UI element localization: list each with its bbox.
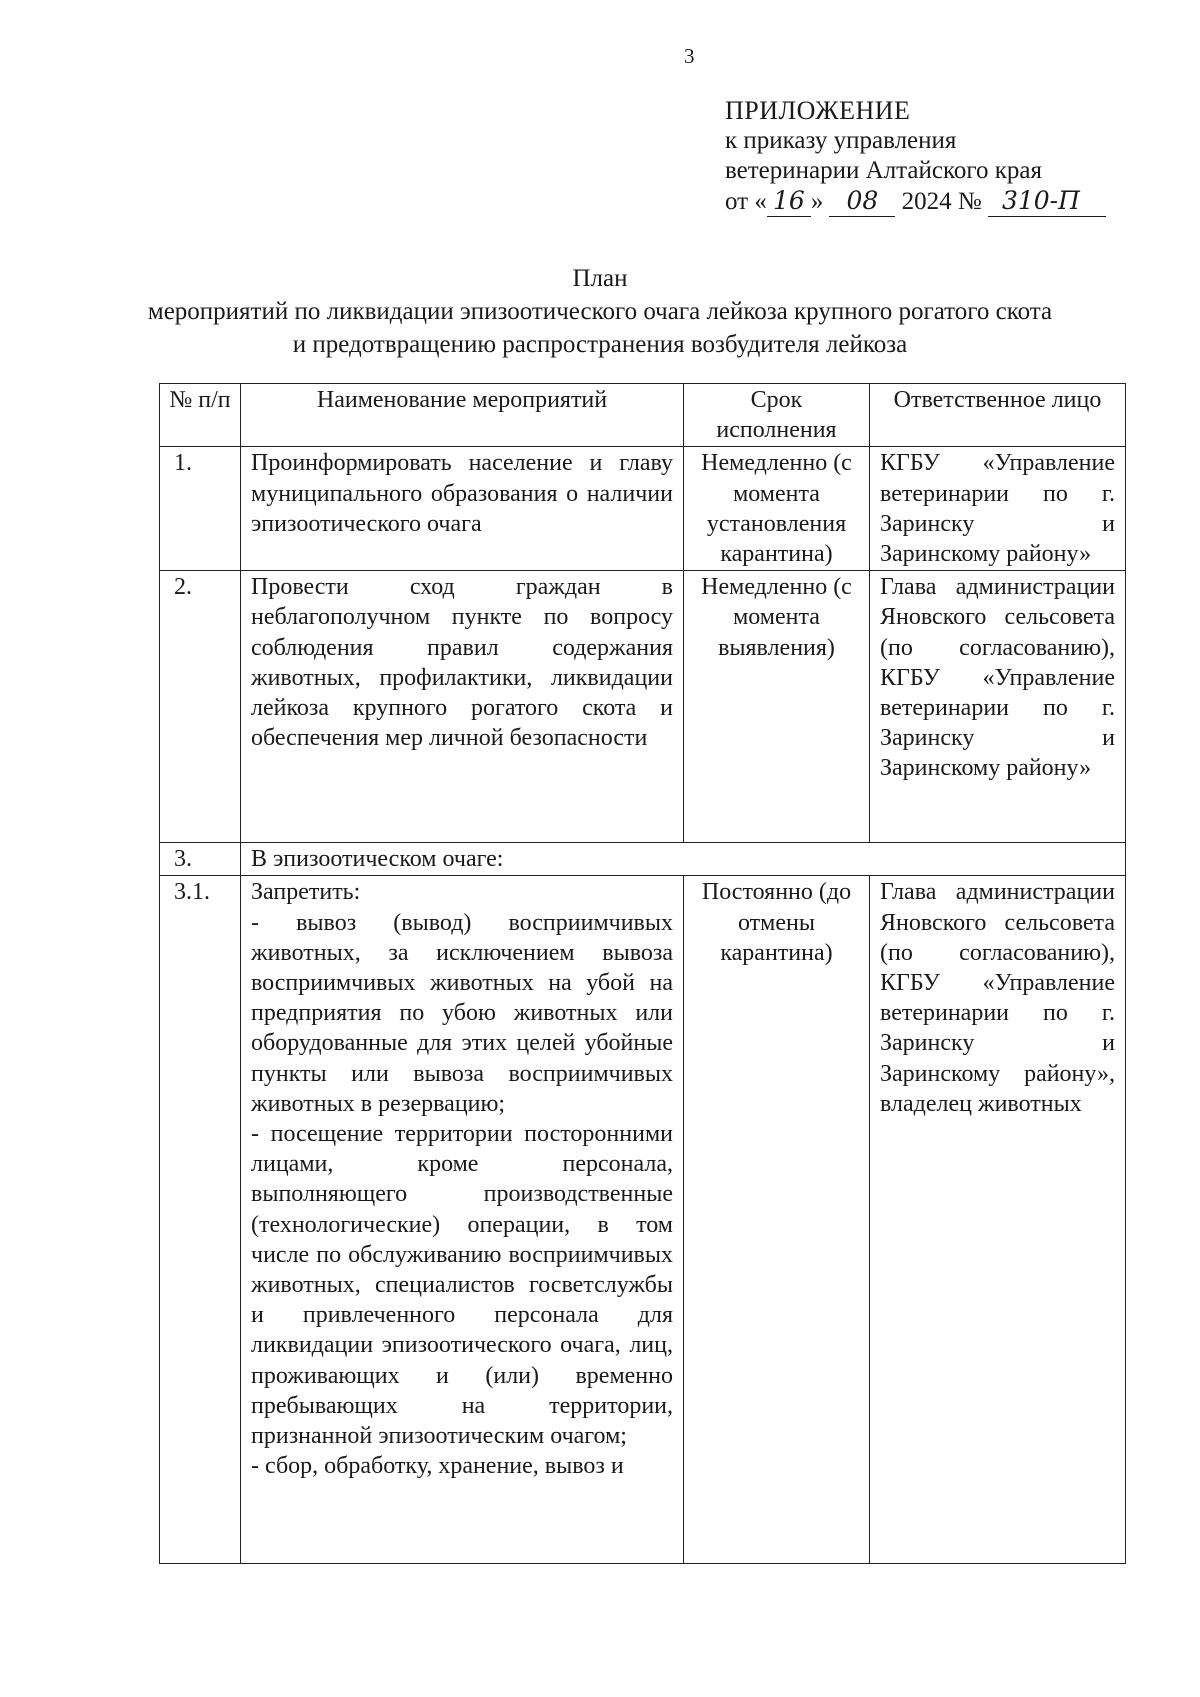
table-header-row [160, 384, 1126, 447]
row-term: Немедленно (с момента выявления) [684, 571, 870, 843]
header-num: № п/п [160, 384, 241, 447]
plan-title: План [572, 265, 628, 292]
date-year: 2024 № [901, 188, 982, 215]
row-number: 3. [160, 843, 241, 876]
row-number: 2. [160, 571, 241, 843]
activity-heading: Запретить: [251, 879, 361, 906]
plan-table [159, 383, 1126, 1564]
row-activity [241, 876, 684, 1564]
handwritten-order-number: 310-П [988, 186, 1106, 217]
handwritten-month: 08 [829, 186, 895, 217]
row-activity: Проинформировать население и главу муниципального образования о наличии эпизоотического очага [241, 447, 684, 571]
plan-subtitle-line-1: мероприятий по ликвидации эпизоотического очага лейкоза крупного рогатого скота [147, 298, 1053, 325]
handwritten-day: 16 [767, 186, 811, 217]
table-row [160, 843, 1126, 876]
table-row [160, 447, 1126, 571]
appendix-date-line [725, 186, 1106, 217]
row-responsible: Глава администрации Яновского сельсовета (по согласованию), КГБУ «Управление ветеринарии по г. Заринску и Заринскому району» [870, 571, 1126, 843]
header-term: Срок исполнения [684, 384, 870, 447]
plan-title-block [0, 262, 1200, 361]
appendix-line-1: к приказу управления [725, 127, 957, 154]
table-row [160, 571, 1126, 843]
table-row [160, 876, 1126, 1564]
appendix-line-2: ветеринарии Алтайского края [725, 157, 1042, 184]
plan-subtitle-line-2: и предотвращению распространения возбудителя лейкоза [292, 331, 908, 358]
row-term: Немедленно (с момента установления карантина) [684, 447, 870, 571]
row-activity: Провести сход граждан в неблагополучном пункте по вопросу соблюдения правил содержания животных, профилактики, ликвидации лейкоза крупного рогатого скота и обеспечения мер личной безопасности [241, 571, 684, 843]
appendix-title: ПРИЛОЖЕНИЕ [725, 96, 911, 125]
row-section-heading: В эпизоотическом очаге: [241, 843, 1126, 876]
date-mid: » [810, 188, 824, 215]
row-responsible: КГБУ «Управление ветеринарии по г. Заринску и Заринскому району» [870, 447, 1126, 571]
row-responsible: Глава администрации Яновского сельсовета (по согласованию), КГБУ «Управление ветеринарии по г. Заринску и Заринскому району», владелец животных [870, 876, 1126, 1564]
activity-item: - посещение территории посторонними лицами, кроме персонала, выполняющего производственные (технологические) операции, в том числе по обслуживанию восприимчивых животных, специалистов госветслужбы и привлеченного персонала для ликвидации эпизоотического очага, лиц, проживающих и (или) временно пребывающих на территории, признанной эпизоотическим очагом; [251, 1121, 673, 1450]
activity-item: - сбор, обработку, хранение, вывоз и [251, 1453, 624, 1480]
row-number: 3.1. [160, 876, 241, 1564]
appendix-block [725, 96, 1106, 217]
header-name: Наименование мероприятий [241, 384, 684, 447]
page-number: 3 [684, 44, 695, 68]
row-number: 1. [160, 447, 241, 571]
date-prefix: от « [725, 188, 767, 215]
row-term: Постоянно (до отмены карантина) [684, 876, 870, 1564]
activity-item: - вывоз (вывод) восприимчивых животных, за исключением вывоза восприимчивых животных на убой на предприятия по убою животных или оборудованные для этих целей убойные пункты или вывоза восприимчивых животных в резервацию; [251, 909, 673, 1117]
header-responsible: Ответственное лицо [870, 384, 1126, 447]
